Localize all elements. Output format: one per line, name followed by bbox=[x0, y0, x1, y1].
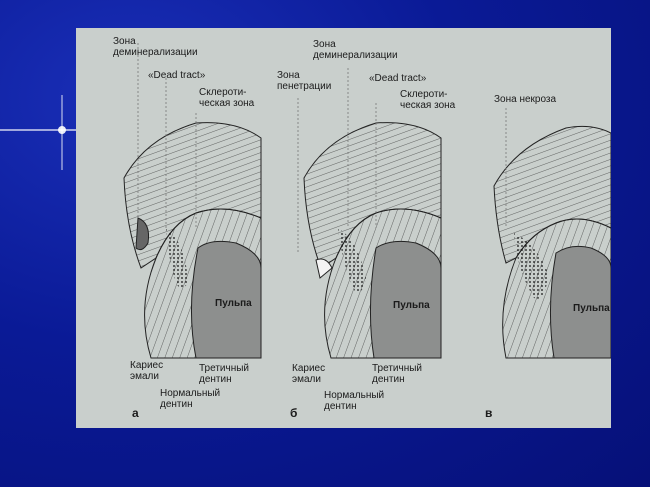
label-b-sclerotic-zone: Склероти- ческая зона bbox=[400, 89, 456, 111]
label-b-zone-demineralization: Зона деминерализации bbox=[313, 39, 398, 61]
label-b-normal-dentin: Нормальный дентин bbox=[324, 390, 385, 412]
label-b-zone-penetration: Зона пенетрации bbox=[277, 70, 332, 92]
label-b-pulp: Пульпа bbox=[393, 300, 430, 311]
label-a-dead-tract: «Dead tract» bbox=[148, 70, 206, 81]
label-a-pulp: Пульпа bbox=[215, 298, 252, 309]
diagram-photo bbox=[76, 28, 611, 428]
label-c-pulp: Пульпа bbox=[573, 303, 610, 314]
label-a-sclerotic-zone: Склероти- ческая зона bbox=[199, 87, 255, 109]
panel-letter-c: в bbox=[485, 406, 493, 420]
label-a-tertiary-dentin: Третичный дентин bbox=[199, 363, 250, 385]
label-b-tertiary-dentin: Третичный дентин bbox=[372, 363, 423, 385]
label-a-zone-demineralization: Зона деминерализации bbox=[113, 36, 198, 58]
label-c-zone-necrosis: Зона некроза bbox=[494, 94, 557, 105]
label-b-enamel-caries: Кариес эмали bbox=[292, 363, 326, 385]
label-a-enamel-caries: Кариес эмали bbox=[130, 360, 164, 382]
label-b-dead-tract: «Dead tract» bbox=[369, 73, 427, 84]
panel-c-drawing bbox=[494, 108, 611, 358]
panel-letter-b: б bbox=[290, 406, 298, 420]
label-a-normal-dentin: Нормальный дентин bbox=[160, 388, 221, 410]
panel-letter-a: а bbox=[132, 406, 139, 420]
panel-b-drawing bbox=[298, 68, 441, 358]
